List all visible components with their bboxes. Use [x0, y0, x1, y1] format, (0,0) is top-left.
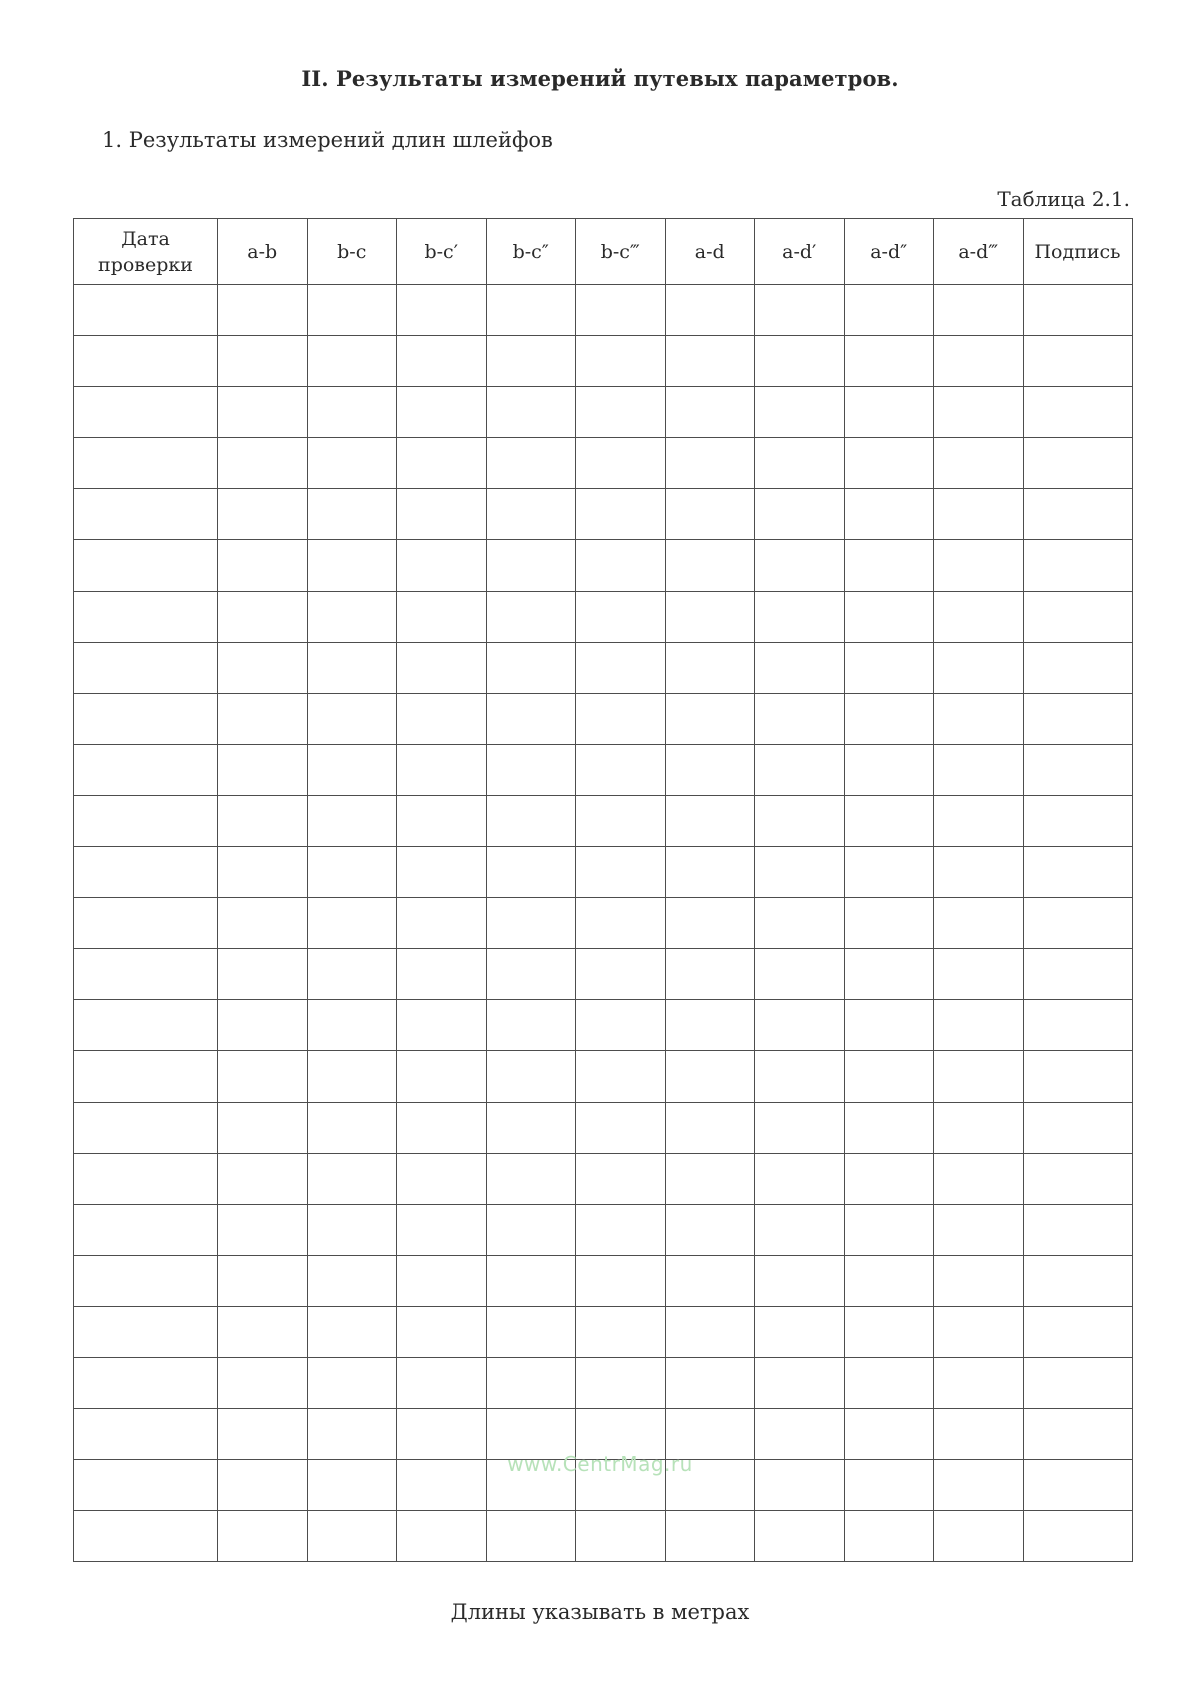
table-cell[interactable] — [218, 847, 308, 898]
table-cell[interactable] — [307, 438, 397, 489]
table-cell[interactable] — [665, 744, 755, 795]
table-cell[interactable] — [755, 1153, 845, 1204]
table-cell[interactable] — [397, 540, 487, 591]
table-cell[interactable] — [397, 642, 487, 693]
table-cell[interactable] — [844, 898, 934, 949]
table-cell[interactable] — [307, 336, 397, 387]
header-a-d-double-prime: a-d″ — [844, 219, 934, 285]
table-row — [74, 949, 1133, 1000]
table-cell[interactable] — [844, 1357, 934, 1408]
table-cell[interactable] — [307, 591, 397, 642]
table-cell[interactable] — [1023, 693, 1132, 744]
table-cell[interactable] — [307, 1000, 397, 1051]
table-cell[interactable] — [755, 336, 845, 387]
table-row — [74, 1102, 1133, 1153]
table-cell[interactable] — [665, 1255, 755, 1306]
table-cell[interactable] — [74, 1511, 218, 1562]
table-cell[interactable] — [1023, 1102, 1132, 1153]
table-cell[interactable] — [218, 898, 308, 949]
table-cell[interactable] — [218, 336, 308, 387]
table-cell[interactable] — [307, 1153, 397, 1204]
table-cell[interactable] — [307, 1511, 397, 1562]
table-cell[interactable] — [665, 949, 755, 1000]
section-heading: II. Результаты измерений путевых параметров. — [301, 66, 899, 91]
table-row — [74, 1357, 1133, 1408]
table-cell[interactable] — [665, 795, 755, 846]
table-cell[interactable] — [74, 847, 218, 898]
table-cell[interactable] — [1023, 387, 1132, 438]
watermark: www.CentrMag.ru — [507, 1452, 693, 1476]
table-cell[interactable] — [934, 1051, 1024, 1102]
table-cell[interactable] — [486, 949, 576, 1000]
table-cell[interactable] — [218, 438, 308, 489]
table-cell[interactable] — [755, 1306, 845, 1357]
table-cell[interactable] — [844, 1000, 934, 1051]
table-cell[interactable] — [74, 898, 218, 949]
table-cell[interactable] — [218, 1204, 308, 1255]
table-cell[interactable] — [934, 847, 1024, 898]
table-cell[interactable] — [397, 1153, 487, 1204]
table-row — [74, 693, 1133, 744]
table-cell[interactable] — [1023, 744, 1132, 795]
table-cell[interactable] — [1023, 1204, 1132, 1255]
table-cell[interactable] — [397, 1357, 487, 1408]
table-cell[interactable] — [1023, 1255, 1132, 1306]
header-date-label: Дата проверки — [98, 227, 193, 276]
table-cell[interactable] — [576, 693, 666, 744]
table-cell[interactable] — [755, 591, 845, 642]
table-cell[interactable] — [844, 489, 934, 540]
header-a-d: a-d — [665, 219, 755, 285]
table-cell[interactable] — [218, 1255, 308, 1306]
table-cell[interactable] — [1023, 898, 1132, 949]
table-cell[interactable] — [74, 1000, 218, 1051]
table-cell[interactable] — [934, 591, 1024, 642]
table-cell[interactable] — [486, 1102, 576, 1153]
table-cell[interactable] — [218, 1153, 308, 1204]
table-cell[interactable] — [755, 1511, 845, 1562]
table-cell[interactable] — [934, 336, 1024, 387]
table-cell[interactable] — [486, 1000, 576, 1051]
table-cell[interactable] — [307, 1306, 397, 1357]
table-row — [74, 642, 1133, 693]
table-cell[interactable] — [1023, 438, 1132, 489]
table-cell[interactable] — [307, 949, 397, 1000]
table-cell[interactable] — [665, 642, 755, 693]
table-cell[interactable] — [397, 744, 487, 795]
table-cell[interactable] — [665, 898, 755, 949]
table-cell[interactable] — [486, 642, 576, 693]
table-cell[interactable] — [755, 693, 845, 744]
table-cell[interactable] — [844, 285, 934, 336]
table-cell[interactable] — [934, 1000, 1024, 1051]
table-row — [74, 1511, 1133, 1562]
table-cell[interactable] — [397, 1306, 487, 1357]
table-cell[interactable] — [218, 795, 308, 846]
table-cell[interactable] — [307, 1255, 397, 1306]
table-cell[interactable] — [576, 744, 666, 795]
table-cell[interactable] — [576, 387, 666, 438]
table-cell[interactable] — [1023, 1153, 1132, 1204]
table-cell[interactable] — [486, 540, 576, 591]
table-cell[interactable] — [665, 1153, 755, 1204]
table-cell[interactable] — [486, 591, 576, 642]
header-b-c-triple-prime: b-c‴ — [576, 219, 666, 285]
table-cell[interactable] — [576, 642, 666, 693]
table-row — [74, 591, 1133, 642]
table-cell[interactable] — [755, 1102, 845, 1153]
table-cell[interactable] — [1023, 1000, 1132, 1051]
table-cell[interactable] — [576, 949, 666, 1000]
table-cell[interactable] — [665, 1000, 755, 1051]
table-cell[interactable] — [74, 591, 218, 642]
table-cell[interactable] — [755, 898, 845, 949]
table-cell[interactable] — [934, 438, 1024, 489]
table-cell[interactable] — [218, 591, 308, 642]
table-cell[interactable] — [934, 387, 1024, 438]
table-cell[interactable] — [665, 1204, 755, 1255]
table-cell[interactable] — [397, 336, 487, 387]
table-cell[interactable] — [576, 1102, 666, 1153]
table-row — [74, 438, 1133, 489]
table-row — [74, 489, 1133, 540]
table-cell[interactable] — [576, 1255, 666, 1306]
table-cell[interactable] — [74, 387, 218, 438]
table-cell[interactable] — [844, 1511, 934, 1562]
table-cell[interactable] — [844, 1153, 934, 1204]
table-cell[interactable] — [307, 1357, 397, 1408]
table-cell[interactable] — [74, 285, 218, 336]
table-header-row — [74, 219, 1133, 285]
table-cell[interactable] — [1023, 1357, 1132, 1408]
header-b-c: b-c — [307, 219, 397, 285]
table-cell[interactable] — [1023, 591, 1132, 642]
table-cell[interactable] — [844, 1255, 934, 1306]
table-cell[interactable] — [1023, 540, 1132, 591]
table-cell[interactable] — [218, 744, 308, 795]
table-cell[interactable] — [576, 489, 666, 540]
table-cell[interactable] — [397, 591, 487, 642]
table-cell[interactable] — [218, 693, 308, 744]
footnote: Длины указывать в метрах — [450, 1600, 750, 1624]
table-cell[interactable] — [844, 438, 934, 489]
table-cell[interactable] — [844, 847, 934, 898]
table-cell[interactable] — [576, 898, 666, 949]
table-cell[interactable] — [74, 795, 218, 846]
table-row — [74, 795, 1133, 846]
table-cell[interactable] — [665, 693, 755, 744]
table-cell[interactable] — [307, 744, 397, 795]
table-cell[interactable] — [844, 591, 934, 642]
table-cell[interactable] — [576, 1153, 666, 1204]
table-cell[interactable] — [74, 438, 218, 489]
table-cell[interactable] — [665, 1306, 755, 1357]
table-cell[interactable] — [397, 1511, 487, 1562]
table-cell[interactable] — [74, 744, 218, 795]
table-cell[interactable] — [576, 336, 666, 387]
table-cell[interactable] — [665, 336, 755, 387]
table-cell[interactable] — [844, 336, 934, 387]
table-cell[interactable] — [755, 744, 845, 795]
table-cell[interactable] — [665, 1051, 755, 1102]
table-cell[interactable] — [307, 847, 397, 898]
table-cell[interactable] — [844, 1204, 934, 1255]
table-cell[interactable] — [1023, 1306, 1132, 1357]
table-cell[interactable] — [486, 285, 576, 336]
table-cell[interactable] — [755, 540, 845, 591]
table-cell[interactable] — [934, 1204, 1024, 1255]
table-cell[interactable] — [74, 1102, 218, 1153]
table-row — [74, 387, 1133, 438]
table-cell[interactable] — [755, 438, 845, 489]
table-cell[interactable] — [397, 387, 487, 438]
table-cell[interactable] — [74, 540, 218, 591]
table-cell[interactable] — [218, 1000, 308, 1051]
table-cell[interactable] — [934, 489, 1024, 540]
table-cell[interactable] — [934, 285, 1024, 336]
table-cell[interactable] — [755, 1204, 845, 1255]
table-cell[interactable] — [74, 1357, 218, 1408]
table-cell[interactable] — [665, 387, 755, 438]
table-cell[interactable] — [755, 489, 845, 540]
table-cell[interactable] — [486, 1051, 576, 1102]
table-cell[interactable] — [1023, 489, 1132, 540]
header-a-d-triple-prime: a-d‴ — [934, 219, 1024, 285]
table-row — [74, 285, 1133, 336]
header-signature: Подпись — [1023, 219, 1132, 285]
table-row — [74, 540, 1133, 591]
table-cell[interactable] — [486, 693, 576, 744]
table-cell[interactable] — [1023, 1511, 1132, 1562]
table-cell[interactable] — [486, 336, 576, 387]
table-cell[interactable] — [934, 540, 1024, 591]
table-cell[interactable] — [74, 336, 218, 387]
table-cell[interactable] — [218, 489, 308, 540]
table-cell[interactable] — [576, 591, 666, 642]
table-cell[interactable] — [397, 795, 487, 846]
table-cell[interactable] — [934, 1357, 1024, 1408]
table-cell[interactable] — [576, 1051, 666, 1102]
table-cell[interactable] — [576, 438, 666, 489]
table-cell[interactable] — [218, 1511, 308, 1562]
table-cell[interactable] — [665, 285, 755, 336]
table-cell[interactable] — [755, 795, 845, 846]
table-cell[interactable] — [1023, 1051, 1132, 1102]
table-cell[interactable] — [74, 1306, 218, 1357]
table-cell[interactable] — [218, 1306, 308, 1357]
table-cell[interactable] — [665, 1357, 755, 1408]
table-cell[interactable] — [486, 1357, 576, 1408]
table-cell[interactable] — [218, 387, 308, 438]
table-cell[interactable] — [934, 1153, 1024, 1204]
table-cell[interactable] — [844, 949, 934, 1000]
table-cell[interactable] — [844, 744, 934, 795]
header-a-b: a-b — [218, 219, 308, 285]
table-cell[interactable] — [486, 438, 576, 489]
table-cell[interactable] — [486, 795, 576, 846]
table-cell[interactable] — [486, 1153, 576, 1204]
table-cell[interactable] — [397, 898, 487, 949]
table-cell[interactable] — [576, 847, 666, 898]
subsection-heading: 1. Результаты измерений длин шлейфов — [102, 128, 553, 152]
table-cell[interactable] — [755, 387, 845, 438]
table-cell[interactable] — [1023, 336, 1132, 387]
table-cell[interactable] — [307, 1204, 397, 1255]
table-cell[interactable] — [218, 1102, 308, 1153]
table-cell[interactable] — [755, 642, 845, 693]
table-cell[interactable] — [307, 898, 397, 949]
table-cell[interactable] — [576, 1204, 666, 1255]
table-cell[interactable] — [1023, 949, 1132, 1000]
table-cell[interactable] — [307, 1102, 397, 1153]
table-cell[interactable] — [397, 285, 487, 336]
table-cell[interactable] — [397, 949, 487, 1000]
table-cell[interactable] — [74, 693, 218, 744]
header-date — [74, 219, 218, 285]
table-cell[interactable] — [397, 693, 487, 744]
table-cell[interactable] — [1023, 847, 1132, 898]
table-cell[interactable] — [397, 847, 487, 898]
table-cell[interactable] — [486, 387, 576, 438]
table-cell[interactable] — [934, 642, 1024, 693]
table-row — [74, 898, 1133, 949]
table-cell[interactable] — [665, 1511, 755, 1562]
table-cell[interactable] — [576, 1357, 666, 1408]
table-cell[interactable] — [397, 1204, 487, 1255]
table-cell[interactable] — [307, 540, 397, 591]
table-row — [74, 1306, 1133, 1357]
table-cell[interactable] — [74, 1204, 218, 1255]
table-cell[interactable] — [307, 285, 397, 336]
table-row — [74, 1153, 1133, 1204]
table-cell[interactable] — [665, 591, 755, 642]
table-row — [74, 847, 1133, 898]
table-cell[interactable] — [218, 285, 308, 336]
table-cell[interactable] — [844, 1051, 934, 1102]
table-cell[interactable] — [755, 1000, 845, 1051]
table-caption: Таблица 2.1. — [997, 187, 1130, 211]
table-cell[interactable] — [934, 1306, 1024, 1357]
table-cell[interactable] — [218, 1051, 308, 1102]
table-cell[interactable] — [755, 285, 845, 336]
table-cell[interactable] — [755, 1255, 845, 1306]
table-cell[interactable] — [74, 949, 218, 1000]
table-cell[interactable] — [486, 1204, 576, 1255]
table-cell[interactable] — [755, 1051, 845, 1102]
table-cell[interactable] — [486, 898, 576, 949]
table-cell[interactable] — [74, 489, 218, 540]
table-cell[interactable] — [934, 795, 1024, 846]
table-cell[interactable] — [665, 438, 755, 489]
table-cell[interactable] — [397, 1255, 487, 1306]
table-row — [74, 336, 1133, 387]
table-cell[interactable] — [307, 1051, 397, 1102]
table-cell[interactable] — [486, 1511, 576, 1562]
table-cell[interactable] — [486, 744, 576, 795]
header-a-d-prime: a-d′ — [755, 219, 845, 285]
table-cell[interactable] — [397, 1102, 487, 1153]
table-cell[interactable] — [307, 642, 397, 693]
table-cell[interactable] — [486, 1306, 576, 1357]
table-cell[interactable] — [844, 387, 934, 438]
table-cell[interactable] — [397, 1051, 487, 1102]
table-cell[interactable] — [397, 1000, 487, 1051]
table-cell[interactable] — [576, 540, 666, 591]
table-cell[interactable] — [74, 1153, 218, 1204]
table-cell[interactable] — [665, 1102, 755, 1153]
table-cell[interactable] — [307, 693, 397, 744]
table-cell[interactable] — [844, 1306, 934, 1357]
table-cell[interactable] — [486, 847, 576, 898]
header-b-c-double-prime: b-c″ — [486, 219, 576, 285]
table-cell[interactable] — [218, 1357, 308, 1408]
table-cell[interactable] — [576, 285, 666, 336]
table-cell[interactable] — [576, 1511, 666, 1562]
table-cell[interactable] — [934, 1255, 1024, 1306]
table-cell[interactable] — [934, 693, 1024, 744]
table-body — [74, 285, 1133, 1562]
table-cell[interactable] — [307, 387, 397, 438]
table-cell[interactable] — [307, 489, 397, 540]
table-cell[interactable] — [218, 949, 308, 1000]
table-cell[interactable] — [934, 744, 1024, 795]
table-cell[interactable] — [74, 1051, 218, 1102]
table-cell[interactable] — [844, 642, 934, 693]
table-cell[interactable] — [755, 847, 845, 898]
table-cell[interactable] — [844, 540, 934, 591]
table-cell[interactable] — [934, 1511, 1024, 1562]
table-cell[interactable] — [844, 1102, 934, 1153]
table-cell[interactable] — [665, 489, 755, 540]
table-cell[interactable] — [665, 847, 755, 898]
table-cell[interactable] — [844, 693, 934, 744]
measurement-table — [73, 218, 1133, 1562]
table-cell[interactable] — [934, 949, 1024, 1000]
table-cell[interactable] — [934, 898, 1024, 949]
table-cell[interactable] — [1023, 642, 1132, 693]
table-row — [74, 744, 1133, 795]
table-cell[interactable] — [486, 1255, 576, 1306]
table-cell[interactable] — [1023, 285, 1132, 336]
table-cell[interactable] — [307, 795, 397, 846]
table-cell[interactable] — [576, 1000, 666, 1051]
table-row — [74, 1255, 1133, 1306]
table-cell[interactable] — [576, 1306, 666, 1357]
table-row — [74, 1204, 1133, 1255]
table-cell[interactable] — [74, 1255, 218, 1306]
table-cell[interactable] — [74, 642, 218, 693]
table-cell[interactable] — [576, 795, 666, 846]
table-cell[interactable] — [665, 540, 755, 591]
table-cell[interactable] — [486, 489, 576, 540]
header-b-c-prime: b-c′ — [397, 219, 487, 285]
table-row — [74, 1051, 1133, 1102]
table-cell[interactable] — [755, 949, 845, 1000]
table-cell[interactable] — [397, 438, 487, 489]
table-cell[interactable] — [218, 540, 308, 591]
table-row — [74, 1000, 1133, 1051]
table-cell[interactable] — [1023, 795, 1132, 846]
table-cell[interactable] — [397, 489, 487, 540]
table-cell[interactable] — [844, 795, 934, 846]
table-cell[interactable] — [218, 642, 308, 693]
table-cell[interactable] — [755, 1357, 845, 1408]
table-cell[interactable] — [934, 1102, 1024, 1153]
